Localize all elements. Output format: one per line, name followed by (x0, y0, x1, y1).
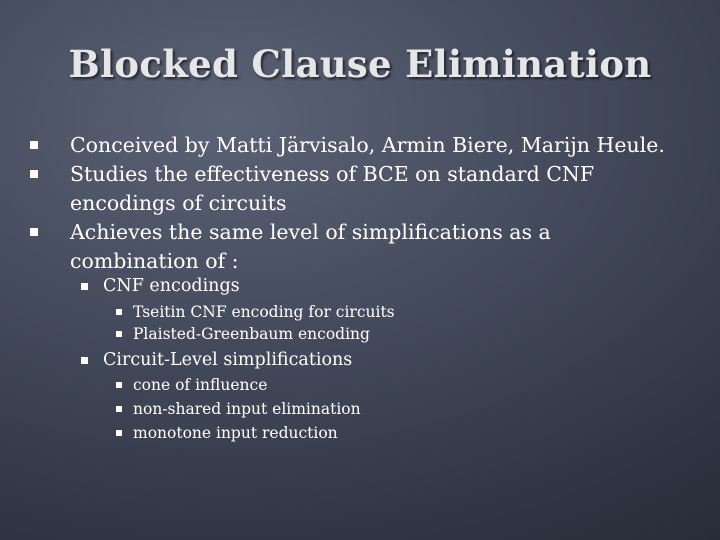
bullet-item (70, 160, 690, 218)
sub-bullet-marker-square (81, 357, 88, 364)
sub-sub-bullet-marker-square (116, 331, 122, 337)
sub-sub-bullet-plaisted-greenbaum: Plaisted-Greenbaum encoding (133, 325, 370, 343)
bullet-marker-square (30, 141, 38, 149)
bullet-text: Conceived by Matti Järvisalo, Armin Biere, Marijn Heule. (70, 133, 665, 157)
bullet-item (70, 131, 690, 160)
bullet-text: Achieves the same level of simplifications as a (70, 220, 551, 244)
bullet-text-continuation: combination of : (70, 249, 239, 273)
sub-sub-bullet-tseitin: Tseitin CNF encoding for circuits (133, 303, 395, 321)
sub-sub-bullet-marker-square (116, 406, 122, 412)
sub-sub-bullet-non-shared-input: non-shared input elimination (133, 400, 361, 418)
sub-bullet-circuit-level: Circuit-Level simplifications (103, 350, 353, 370)
bullet-text: Studies the effectiveness of BCE on standard CNF (70, 162, 595, 186)
slide-title: Blocked Clause Elimination (68, 42, 652, 86)
sub-bullet-marker-square (81, 283, 88, 290)
sub-sub-bullet-marker-square (116, 382, 122, 388)
sub-sub-bullet-cone-of-influence: cone of influence (133, 376, 268, 394)
sub-sub-bullet-marker-square (116, 430, 122, 436)
bullet-marker-square (30, 170, 38, 178)
bullet-item (70, 218, 690, 276)
sub-sub-bullet-monotone-input: monotone input reduction (133, 424, 338, 442)
sub-sub-bullet-marker-square (116, 309, 122, 315)
bullet-marker-square (30, 228, 38, 236)
sub-bullet-cnf-encodings: CNF encodings (103, 276, 240, 296)
bullet-text-continuation: encodings of circuits (70, 191, 287, 215)
